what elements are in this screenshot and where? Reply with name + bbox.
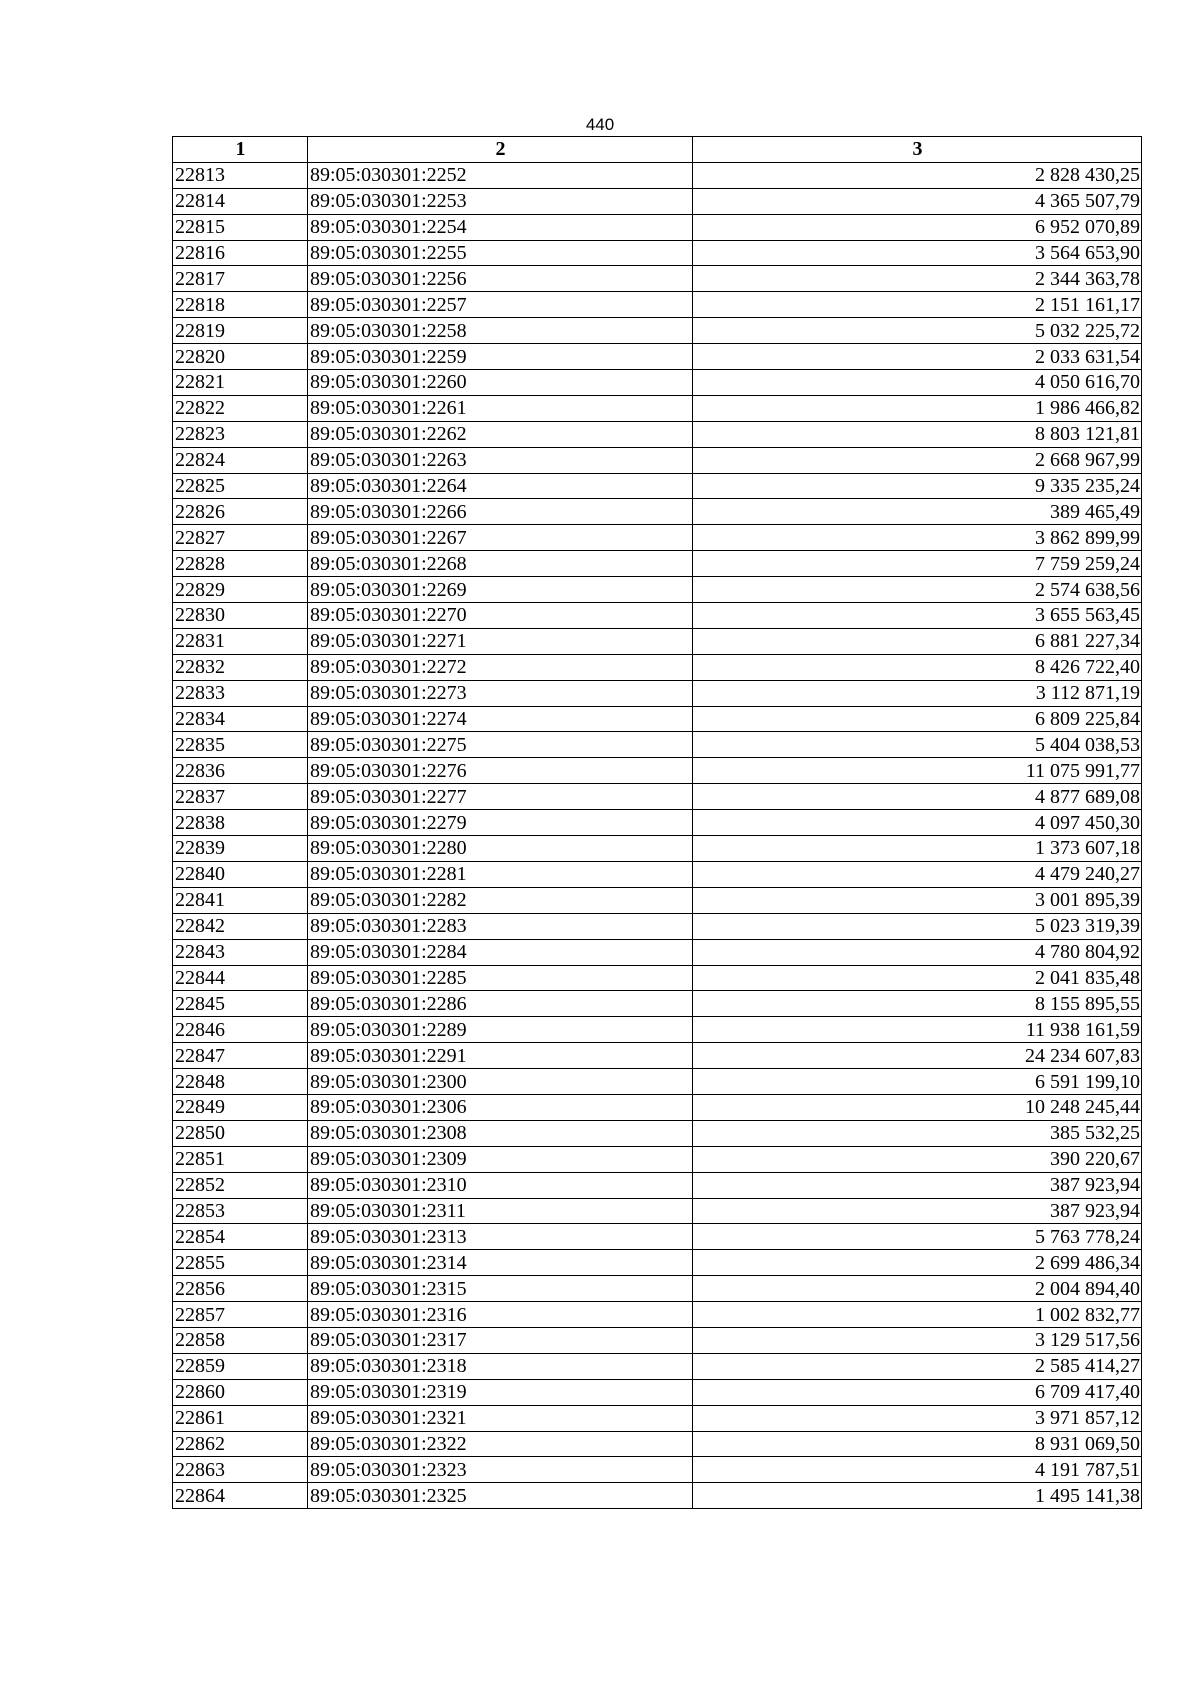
- value-cell: 4 191 787,51: [693, 1457, 1142, 1483]
- table-row: [173, 1146, 1142, 1172]
- table-row: [173, 1457, 1142, 1483]
- cadastral-number-cell: 89:05:030301:2260: [308, 370, 693, 396]
- cadastral-number-cell: 89:05:030301:2275: [308, 732, 693, 758]
- cadastral-number-cell: 89:05:030301:2253: [308, 188, 693, 214]
- cadastral-number-cell: 89:05:030301:2261: [308, 395, 693, 421]
- value-cell: 2 151 161,17: [693, 292, 1142, 318]
- row-number-cell: 22814: [173, 188, 308, 214]
- row-number-cell: 22825: [173, 473, 308, 499]
- value-cell: 9 335 235,24: [693, 473, 1142, 499]
- table-row: [173, 913, 1142, 939]
- value-cell: 390 220,67: [693, 1146, 1142, 1172]
- table-row: [173, 1120, 1142, 1146]
- table-row: [173, 1379, 1142, 1405]
- table-row: [173, 861, 1142, 887]
- row-number-cell: 22838: [173, 810, 308, 836]
- row-number-cell: 22848: [173, 1069, 308, 1095]
- value-cell: 6 709 417,40: [693, 1379, 1142, 1405]
- cadastral-number-cell: 89:05:030301:2254: [308, 214, 693, 240]
- cadastral-number-cell: 89:05:030301:2270: [308, 603, 693, 629]
- row-number-cell: 22841: [173, 887, 308, 913]
- table-row: [173, 1250, 1142, 1276]
- row-number-cell: 22827: [173, 525, 308, 551]
- cadastral-number-cell: 89:05:030301:2264: [308, 473, 693, 499]
- cadastral-number-cell: 89:05:030301:2259: [308, 344, 693, 370]
- column-header-1: 1: [173, 137, 308, 163]
- row-number-cell: 22817: [173, 266, 308, 292]
- cadastral-number-cell: 89:05:030301:2271: [308, 628, 693, 654]
- cadastral-number-cell: 89:05:030301:2262: [308, 421, 693, 447]
- table-row: [173, 1224, 1142, 1250]
- table-row: [173, 188, 1142, 214]
- table-row: [173, 1094, 1142, 1120]
- row-number-cell: 22857: [173, 1302, 308, 1328]
- table-row: [173, 1198, 1142, 1224]
- value-cell: 4 097 450,30: [693, 810, 1142, 836]
- cadastral-number-cell: 89:05:030301:2268: [308, 551, 693, 577]
- value-cell: 387 923,94: [693, 1198, 1142, 1224]
- table-row: [173, 784, 1142, 810]
- row-number-cell: 22826: [173, 499, 308, 525]
- cadastral-number-cell: 89:05:030301:2266: [308, 499, 693, 525]
- cadastral-number-cell: 89:05:030301:2281: [308, 861, 693, 887]
- value-cell: 3 655 563,45: [693, 603, 1142, 629]
- table-row: [173, 240, 1142, 266]
- row-number-cell: 22820: [173, 344, 308, 370]
- table-row: [173, 732, 1142, 758]
- row-number-cell: 22818: [173, 292, 308, 318]
- table-row: [173, 1431, 1142, 1457]
- row-number-cell: 22821: [173, 370, 308, 396]
- table-row: [173, 628, 1142, 654]
- table-row: [173, 1069, 1142, 1095]
- table-row: [173, 318, 1142, 344]
- cadastral-number-cell: 89:05:030301:2306: [308, 1094, 693, 1120]
- row-number-cell: 22829: [173, 577, 308, 603]
- cadastral-number-cell: 89:05:030301:2255: [308, 240, 693, 266]
- value-cell: 2 574 638,56: [693, 577, 1142, 603]
- table-row: [173, 1353, 1142, 1379]
- cadastral-number-cell: 89:05:030301:2257: [308, 292, 693, 318]
- value-cell: 6 591 199,10: [693, 1069, 1142, 1095]
- cadastral-number-cell: 89:05:030301:2282: [308, 887, 693, 913]
- value-cell: 4 877 689,08: [693, 784, 1142, 810]
- table-row: [173, 214, 1142, 240]
- value-cell: 1 986 466,82: [693, 395, 1142, 421]
- row-number-cell: 22845: [173, 991, 308, 1017]
- value-cell: 2 344 363,78: [693, 266, 1142, 292]
- cadastral-number-cell: 89:05:030301:2314: [308, 1250, 693, 1276]
- row-number-cell: 22813: [173, 162, 308, 188]
- table-row: [173, 603, 1142, 629]
- row-number-cell: 22833: [173, 680, 308, 706]
- table-row: [173, 1043, 1142, 1069]
- cadastral-number-cell: 89:05:030301:2300: [308, 1069, 693, 1095]
- table-row: [173, 991, 1142, 1017]
- value-cell: 385 532,25: [693, 1120, 1142, 1146]
- cadastral-number-cell: 89:05:030301:2279: [308, 810, 693, 836]
- value-cell: 4 479 240,27: [693, 861, 1142, 887]
- table-row: [173, 810, 1142, 836]
- row-number-cell: 22853: [173, 1198, 308, 1224]
- cadastral-number-cell: 89:05:030301:2316: [308, 1302, 693, 1328]
- value-cell: 8 803 121,81: [693, 421, 1142, 447]
- cadastral-number-cell: 89:05:030301:2309: [308, 1146, 693, 1172]
- row-number-cell: 22851: [173, 1146, 308, 1172]
- table-row: [173, 1405, 1142, 1431]
- row-number-cell: 22834: [173, 706, 308, 732]
- value-cell: 1 495 141,38: [693, 1483, 1142, 1509]
- value-cell: 2 033 631,54: [693, 344, 1142, 370]
- value-cell: 3 862 899,99: [693, 525, 1142, 551]
- value-cell: 8 155 895,55: [693, 991, 1142, 1017]
- cadastral-number-cell: 89:05:030301:2319: [308, 1379, 693, 1405]
- value-cell: 1 002 832,77: [693, 1302, 1142, 1328]
- cadastral-number-cell: 89:05:030301:2322: [308, 1431, 693, 1457]
- table-row: [173, 447, 1142, 473]
- table-header: [173, 137, 1142, 163]
- cadastral-number-cell: 89:05:030301:2258: [308, 318, 693, 344]
- value-cell: 6 952 070,89: [693, 214, 1142, 240]
- value-cell: 3 001 895,39: [693, 887, 1142, 913]
- table-row: [173, 370, 1142, 396]
- cadastral-number-cell: 89:05:030301:2311: [308, 1198, 693, 1224]
- row-number-cell: 22862: [173, 1431, 308, 1457]
- value-cell: 5 032 225,72: [693, 318, 1142, 344]
- value-cell: 3 129 517,56: [693, 1327, 1142, 1353]
- cadastral-number-cell: 89:05:030301:2269: [308, 577, 693, 603]
- cadastral-number-cell: 89:05:030301:2289: [308, 1017, 693, 1043]
- value-cell: 2 668 967,99: [693, 447, 1142, 473]
- table-row: [173, 1172, 1142, 1198]
- row-number-cell: 22863: [173, 1457, 308, 1483]
- table-row: [173, 654, 1142, 680]
- cadastral-number-cell: 89:05:030301:2272: [308, 654, 693, 680]
- cadastral-number-cell: 89:05:030301:2315: [308, 1276, 693, 1302]
- cadastral-number-cell: 89:05:030301:2308: [308, 1120, 693, 1146]
- table-row: [173, 577, 1142, 603]
- table-row: [173, 965, 1142, 991]
- value-cell: 8 931 069,50: [693, 1431, 1142, 1457]
- value-cell: 3 112 871,19: [693, 680, 1142, 706]
- column-header-3: 3: [693, 137, 1142, 163]
- row-number-cell: 22831: [173, 628, 308, 654]
- table-row: [173, 395, 1142, 421]
- cadastral-number-cell: 89:05:030301:2276: [308, 758, 693, 784]
- value-cell: 5 023 319,39: [693, 913, 1142, 939]
- value-cell: 4 365 507,79: [693, 188, 1142, 214]
- table-row: [173, 421, 1142, 447]
- row-number-cell: 22849: [173, 1094, 308, 1120]
- value-cell: 7 759 259,24: [693, 551, 1142, 577]
- table-row: [173, 706, 1142, 732]
- cadastral-number-cell: 89:05:030301:2273: [308, 680, 693, 706]
- value-cell: 10 248 245,44: [693, 1094, 1142, 1120]
- value-cell: 2 699 486,34: [693, 1250, 1142, 1276]
- value-cell: 11 075 991,77: [693, 758, 1142, 784]
- cadastral-number-cell: 89:05:030301:2318: [308, 1353, 693, 1379]
- table-row: [173, 525, 1142, 551]
- cadastral-number-cell: 89:05:030301:2323: [308, 1457, 693, 1483]
- row-number-cell: 22852: [173, 1172, 308, 1198]
- cadastral-number-cell: 89:05:030301:2280: [308, 836, 693, 862]
- row-number-cell: 22837: [173, 784, 308, 810]
- table-body: [173, 162, 1142, 1508]
- row-number-cell: 22832: [173, 654, 308, 680]
- table-row: [173, 1276, 1142, 1302]
- value-cell: 389 465,49: [693, 499, 1142, 525]
- row-number-cell: 22840: [173, 861, 308, 887]
- row-number-cell: 22815: [173, 214, 308, 240]
- row-number-cell: 22835: [173, 732, 308, 758]
- row-number-cell: 22855: [173, 1250, 308, 1276]
- data-table: [172, 136, 1142, 1509]
- row-number-cell: 22861: [173, 1405, 308, 1431]
- row-number-cell: 22836: [173, 758, 308, 784]
- value-cell: 2 585 414,27: [693, 1353, 1142, 1379]
- cadastral-number-cell: 89:05:030301:2291: [308, 1043, 693, 1069]
- row-number-cell: 22828: [173, 551, 308, 577]
- row-number-cell: 22846: [173, 1017, 308, 1043]
- row-number-cell: 22824: [173, 447, 308, 473]
- cadastral-number-cell: 89:05:030301:2263: [308, 447, 693, 473]
- table-row: [173, 1302, 1142, 1328]
- cadastral-number-cell: 89:05:030301:2285: [308, 965, 693, 991]
- cadastral-number-cell: 89:05:030301:2313: [308, 1224, 693, 1250]
- row-number-cell: 22858: [173, 1327, 308, 1353]
- value-cell: 8 426 722,40: [693, 654, 1142, 680]
- cadastral-number-cell: 89:05:030301:2277: [308, 784, 693, 810]
- table-row: [173, 266, 1142, 292]
- value-cell: 4 050 616,70: [693, 370, 1142, 396]
- value-cell: 24 234 607,83: [693, 1043, 1142, 1069]
- cadastral-number-cell: 89:05:030301:2284: [308, 939, 693, 965]
- cadastral-number-cell: 89:05:030301:2274: [308, 706, 693, 732]
- table-row: [173, 758, 1142, 784]
- value-cell: 5 404 038,53: [693, 732, 1142, 758]
- table-row: [173, 292, 1142, 318]
- table-row: [173, 162, 1142, 188]
- value-cell: 3 564 653,90: [693, 240, 1142, 266]
- row-number-cell: 22816: [173, 240, 308, 266]
- cadastral-number-cell: 89:05:030301:2283: [308, 913, 693, 939]
- row-number-cell: 22822: [173, 395, 308, 421]
- cadastral-number-cell: 89:05:030301:2321: [308, 1405, 693, 1431]
- header-row: [173, 137, 1142, 163]
- value-cell: 387 923,94: [693, 1172, 1142, 1198]
- cadastral-number-cell: 89:05:030301:2325: [308, 1483, 693, 1509]
- table-row: [173, 939, 1142, 965]
- cadastral-number-cell: 89:05:030301:2286: [308, 991, 693, 1017]
- row-number-cell: 22847: [173, 1043, 308, 1069]
- row-number-cell: 22823: [173, 421, 308, 447]
- row-number-cell: 22819: [173, 318, 308, 344]
- row-number-cell: 22854: [173, 1224, 308, 1250]
- value-cell: 6 809 225,84: [693, 706, 1142, 732]
- table-row: [173, 680, 1142, 706]
- cadastral-number-cell: 89:05:030301:2317: [308, 1327, 693, 1353]
- cadastral-number-cell: 89:05:030301:2310: [308, 1172, 693, 1198]
- table-row: [173, 344, 1142, 370]
- row-number-cell: 22859: [173, 1353, 308, 1379]
- value-cell: 6 881 227,34: [693, 628, 1142, 654]
- value-cell: 1 373 607,18: [693, 836, 1142, 862]
- row-number-cell: 22830: [173, 603, 308, 629]
- row-number-cell: 22864: [173, 1483, 308, 1509]
- row-number-cell: 22842: [173, 913, 308, 939]
- table-row: [173, 1017, 1142, 1043]
- table-row: [173, 836, 1142, 862]
- table-row: [173, 551, 1142, 577]
- page-number: 440: [585, 115, 615, 134]
- row-number-cell: 22844: [173, 965, 308, 991]
- cadastral-number-cell: 89:05:030301:2256: [308, 266, 693, 292]
- table-row: [173, 499, 1142, 525]
- table-row: [173, 1327, 1142, 1353]
- table-row: [173, 887, 1142, 913]
- cadastral-number-cell: 89:05:030301:2252: [308, 162, 693, 188]
- table-row: [173, 473, 1142, 499]
- column-header-2: 2: [308, 137, 693, 163]
- value-cell: 11 938 161,59: [693, 1017, 1142, 1043]
- value-cell: 2 004 894,40: [693, 1276, 1142, 1302]
- value-cell: 2 041 835,48: [693, 965, 1142, 991]
- row-number-cell: 22843: [173, 939, 308, 965]
- value-cell: 4 780 804,92: [693, 939, 1142, 965]
- row-number-cell: 22856: [173, 1276, 308, 1302]
- value-cell: 3 971 857,12: [693, 1405, 1142, 1431]
- value-cell: 5 763 778,24: [693, 1224, 1142, 1250]
- row-number-cell: 22860: [173, 1379, 308, 1405]
- table-row: [173, 1483, 1142, 1509]
- row-number-cell: 22839: [173, 836, 308, 862]
- value-cell: 2 828 430,25: [693, 162, 1142, 188]
- row-number-cell: 22850: [173, 1120, 308, 1146]
- cadastral-number-cell: 89:05:030301:2267: [308, 525, 693, 551]
